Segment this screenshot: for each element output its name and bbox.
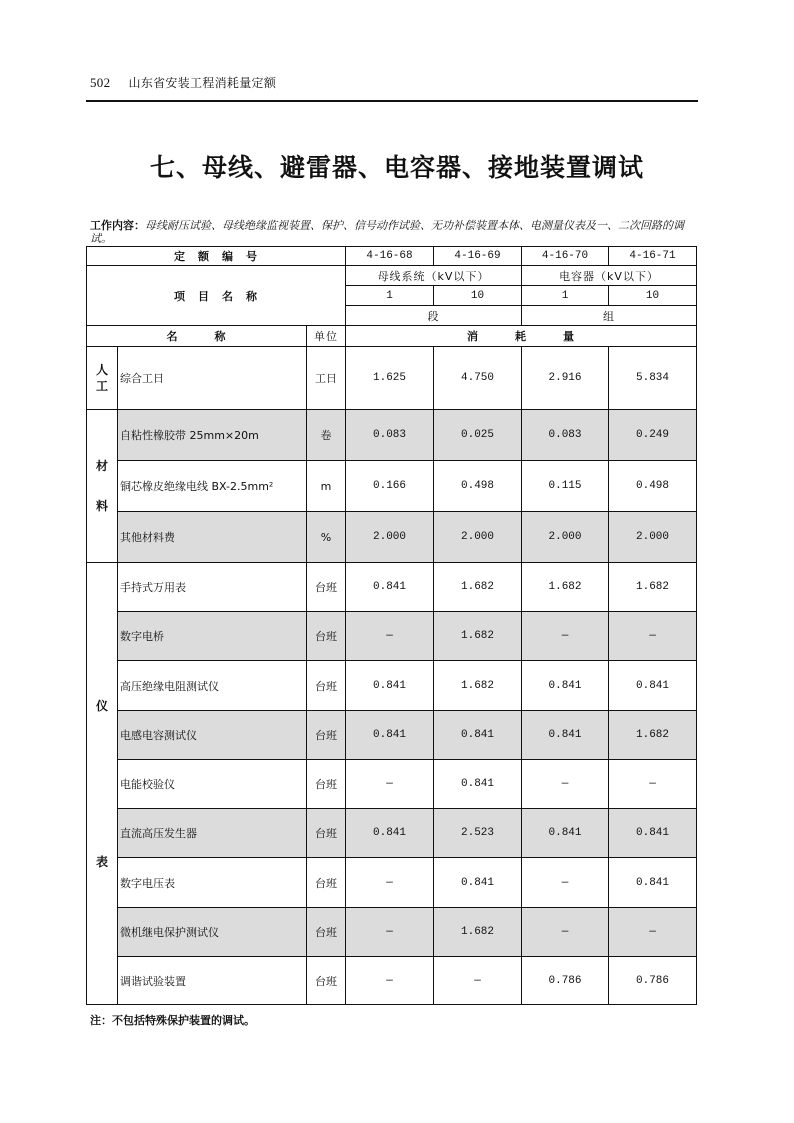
item-value: 0.841	[346, 661, 434, 711]
item-value: 2.523	[434, 809, 522, 858]
category-material	[87, 410, 118, 563]
work-content-text: 母线耐压试验、母线绝缘监视装置、保护、信号动作试验、无功补偿装置本体、电测量仪表及一、二次回路的调试。	[90, 219, 684, 245]
item-value: 0.083	[346, 410, 434, 461]
item-value: 1.682	[434, 563, 522, 612]
category-char: 工	[95, 379, 108, 393]
item-value: 1.682	[609, 711, 697, 760]
item-value: 0.166	[346, 461, 434, 512]
unit-set: 组	[522, 306, 697, 326]
item-name: 调谐试验装置	[118, 957, 307, 1005]
item-value: 0.841	[522, 661, 609, 711]
item-value: 0.841	[609, 661, 697, 711]
item-unit: 台班	[307, 809, 346, 858]
item-unit: 工日	[307, 347, 346, 410]
item-value: 0.841	[522, 711, 609, 760]
voltage-level: 10	[609, 286, 697, 306]
item-unit: 台班	[307, 612, 346, 661]
item-unit: 台班	[307, 908, 346, 957]
column-name-header: 名 称	[87, 326, 307, 347]
item-unit: 台班	[307, 957, 346, 1005]
item-name: 手持式万用表	[118, 563, 307, 612]
item-value: 0.498	[609, 461, 697, 512]
item-value: 0.786	[609, 957, 697, 1005]
page-number: 502	[90, 75, 111, 90]
group-busbar: 母线系统（kV以下）	[346, 266, 522, 286]
work-content	[90, 219, 696, 245]
quota-code: 4-16-70	[522, 247, 609, 266]
quota-code: 4-16-69	[434, 247, 522, 266]
item-value: 2.916	[522, 347, 609, 410]
category-labor	[87, 347, 118, 410]
quota-table	[86, 246, 697, 1005]
item-value: 0.025	[434, 410, 522, 461]
quota-code: 4-16-71	[609, 247, 697, 266]
item-value: 4.750	[434, 347, 522, 410]
item-value: 0.083	[522, 410, 609, 461]
header-rule	[86, 100, 698, 102]
item-unit: m	[307, 461, 346, 512]
item-value: 0.841	[609, 858, 697, 908]
item-name: 数字电桥	[118, 612, 307, 661]
item-value: 5.834	[609, 347, 697, 410]
item-value: 1.682	[434, 908, 522, 957]
item-value: —	[522, 760, 609, 809]
item-value: 0.786	[522, 957, 609, 1005]
item-unit: 台班	[307, 661, 346, 711]
item-name: 微机继电保护测试仪	[118, 908, 307, 957]
item-value: —	[609, 760, 697, 809]
category-char: 仪	[95, 698, 108, 713]
item-name: 数字电压表	[118, 858, 307, 908]
item-value: 2.000	[346, 512, 434, 563]
item-value: 0.841	[609, 809, 697, 858]
item-name: 其他材料费	[118, 512, 307, 563]
item-value: 0.841	[522, 809, 609, 858]
category-char: 表	[95, 854, 108, 869]
item-unit: 台班	[307, 711, 346, 760]
item-value: 1.682	[609, 563, 697, 612]
item-name: 综合工日	[118, 347, 307, 410]
item-value: 2.000	[609, 512, 697, 563]
item-name-label: 项 目 名 称	[87, 266, 346, 326]
footnote: 注：不包括特殊保护装置的调试。	[90, 1014, 255, 1027]
item-name: 自粘性橡胶带 25mm×20m	[118, 410, 307, 461]
page-header	[90, 74, 276, 91]
section-title: 七、母线、避雷器、电容器、接地装置调试	[149, 153, 644, 182]
item-value: 0.115	[522, 461, 609, 512]
item-value: —	[609, 908, 697, 957]
item-name: 电感电容测试仪	[118, 711, 307, 760]
quota-number-label: 定 额 编 号	[87, 247, 346, 266]
item-value: —	[609, 612, 697, 661]
item-value: —	[522, 612, 609, 661]
item-value: 0.249	[609, 410, 697, 461]
column-consumption-header: 消 耗 量	[346, 326, 697, 347]
item-value: —	[346, 612, 434, 661]
item-value: 0.498	[434, 461, 522, 512]
quota-code: 4-16-68	[346, 247, 434, 266]
work-content-label: 工作内容：	[90, 219, 145, 232]
item-name: 铜芯橡皮绝缘电线 BX-2.5mm²	[118, 461, 307, 512]
category-instrument	[87, 563, 118, 1005]
item-name: 直流高压发生器	[118, 809, 307, 858]
item-name: 电能校验仪	[118, 760, 307, 809]
item-value: 0.841	[434, 760, 522, 809]
item-value: 0.841	[434, 711, 522, 760]
item-value: 2.000	[522, 512, 609, 563]
voltage-level: 10	[434, 286, 522, 306]
item-value: —	[346, 957, 434, 1005]
item-value: 0.841	[346, 711, 434, 760]
item-value: 0.841	[346, 809, 434, 858]
item-value: 0.841	[434, 858, 522, 908]
item-value: 1.625	[346, 347, 434, 410]
item-unit: 台班	[307, 563, 346, 612]
item-unit: 台班	[307, 858, 346, 908]
category-char: 料	[95, 499, 108, 513]
item-unit: %	[307, 512, 346, 563]
voltage-level: 1	[522, 286, 609, 306]
item-value: 1.682	[434, 661, 522, 711]
voltage-level: 1	[346, 286, 434, 306]
group-capacitor: 电容器（kV以下）	[522, 266, 697, 286]
item-value: —	[522, 908, 609, 957]
item-unit: 台班	[307, 760, 346, 809]
item-value: 2.000	[434, 512, 522, 563]
item-value: —	[522, 858, 609, 908]
item-value: —	[346, 760, 434, 809]
item-value: —	[434, 957, 522, 1005]
book-title: 山东省安装工程消耗量定额	[128, 76, 277, 90]
item-value: —	[346, 908, 434, 957]
category-char: 人	[95, 363, 108, 377]
category-char: 材	[95, 459, 108, 473]
item-value: 0.841	[346, 563, 434, 612]
column-unit-header: 单位	[307, 326, 346, 347]
item-value: —	[346, 858, 434, 908]
item-name: 高压绝缘电阻测试仪	[118, 661, 307, 711]
item-value: 1.682	[522, 563, 609, 612]
item-value: 1.682	[434, 612, 522, 661]
item-unit: 卷	[307, 410, 346, 461]
unit-segment: 段	[346, 306, 522, 326]
